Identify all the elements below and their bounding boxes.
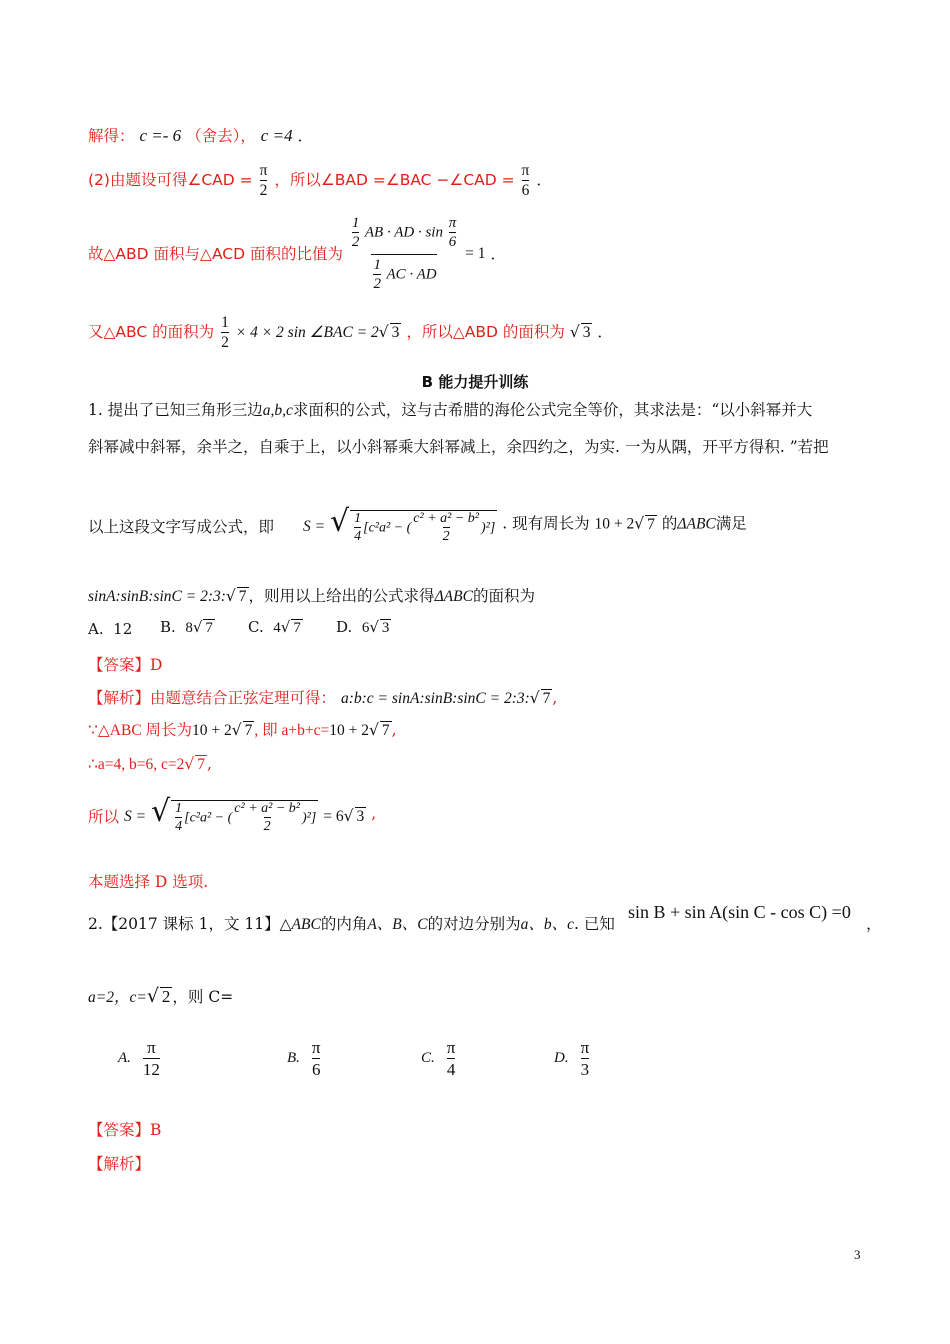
q1-text-4: ，则用以上给出的公式求得	[248, 587, 435, 605]
option-fraction	[143, 1038, 160, 1079]
q1-option-c	[248, 618, 303, 637]
section-title: B 能力提升训练	[421, 373, 529, 391]
comma: ，	[866, 915, 882, 933]
separator: ，	[240, 127, 256, 145]
option-label: D.	[554, 1050, 569, 1067]
q1-area-ask: 的面积为	[472, 587, 535, 605]
period: ．	[490, 245, 506, 263]
formula-term-close: )²	[301, 810, 311, 825]
pi-over-2-fraction	[260, 162, 268, 200]
period: ．	[536, 171, 552, 189]
frac-den: 2	[263, 818, 271, 834]
frac-num: π	[580, 1038, 590, 1057]
sqrt-3: 3	[582, 324, 591, 341]
q1-conclusion: 本题选择 D 选项.	[88, 873, 209, 891]
frac-den: 6	[521, 182, 530, 199]
frac-num: π	[147, 1038, 156, 1057]
radical-sign: √	[150, 794, 171, 829]
perimeter-value: 10 + 2	[594, 515, 635, 533]
q2-option-a	[118, 1038, 162, 1079]
page-number: 3	[854, 1247, 861, 1262]
option-label: C.	[248, 618, 264, 636]
radical-sign: √	[343, 807, 354, 825]
quarter-fraction	[354, 511, 361, 545]
radical-sign: √	[369, 721, 379, 739]
triangle-abc: ΔABC	[677, 515, 716, 533]
triangle-abc: ΔABC	[434, 588, 473, 605]
comma: ,	[371, 804, 377, 823]
q2-text: 的对边分别为	[427, 915, 521, 933]
formula-radicand: $\frac{1}{4}$ [c²a² − ( $\frac{\text{c² + a² − b²}}{2}$ )²]	[350, 510, 497, 545]
option-fraction	[447, 1038, 456, 1079]
comma: ,	[552, 689, 558, 707]
q1-line-4	[88, 586, 535, 607]
comma: ,	[391, 721, 397, 739]
frac-num: π	[446, 1038, 456, 1057]
option-value: 6	[361, 620, 370, 636]
frac-den: 4	[175, 818, 183, 834]
q1-option-d	[336, 618, 391, 637]
q1-line-2	[88, 437, 829, 457]
sqrt-7: 7	[205, 620, 213, 636]
angle-bad-text: ，所以∠BAD =∠BAC −∠CAD =	[274, 171, 515, 189]
area-prefix: 又△ABC 的面积为	[88, 323, 215, 341]
so-text: 所以	[88, 808, 120, 826]
radical-sign: √	[329, 504, 350, 539]
frac-den: 6	[448, 234, 457, 251]
option-fraction	[312, 1038, 321, 1079]
period: ．	[597, 323, 613, 341]
q2-given: a=2，c=	[88, 989, 147, 1006]
sqrt-7: 7	[293, 620, 301, 636]
q1-satisfy: 满足	[715, 514, 747, 533]
sqrt-7: 7	[542, 690, 551, 707]
half-fraction	[373, 257, 381, 294]
formula-term: c²a² − (	[189, 810, 233, 825]
q2-line-1-end	[866, 914, 882, 934]
frac-num: π	[311, 1038, 321, 1057]
angle-cad-text: (2)由题设可得∠CAD =	[88, 171, 253, 189]
ratio-result: = 1	[465, 245, 486, 262]
q2-analysis-label: 【解析】	[88, 1155, 151, 1173]
frac-num: 1	[373, 256, 381, 273]
q2-ask: ，则 C=	[172, 988, 234, 1006]
sqrt-3: 3	[391, 324, 400, 341]
sqrt-7: 7	[197, 756, 205, 773]
area-formula	[124, 782, 366, 847]
frac-num: 1	[221, 314, 229, 332]
q1-line-3	[88, 492, 747, 557]
frac-den: 2	[373, 275, 381, 292]
solution-prefix: 解得：	[88, 127, 135, 145]
option-value: 8	[185, 620, 193, 636]
q1-answer: 【答案】D	[88, 656, 163, 674]
option-label: D.	[336, 618, 353, 636]
radical-sign: √	[225, 587, 236, 605]
formula-s: S =	[302, 518, 326, 535]
area-result: = 6	[323, 808, 344, 825]
frac-den: 2	[442, 528, 450, 544]
option-label: B.	[160, 618, 176, 636]
frac-num: c² + a² − b²	[413, 510, 479, 526]
sqrt-7: 7	[647, 515, 655, 533]
frac-den: 6	[311, 1059, 321, 1079]
radical-sign: √	[146, 985, 159, 1007]
root-1: c =- 6	[139, 126, 182, 145]
q1-text: 求面积的公式，这与古希腊的海伦公式完全等价，其求法是：“以小斜幂并大	[292, 401, 813, 419]
solution-line-roots	[88, 126, 313, 146]
radical-sign: √	[192, 618, 203, 636]
q2-condition	[628, 902, 851, 922]
heron-formula	[303, 492, 497, 557]
frac-num: c² + a² − b²	[234, 800, 300, 816]
analysis-label: 【解析】	[88, 689, 151, 707]
formula-term: c²a² − (	[368, 520, 412, 535]
pi-over-6-fraction	[522, 162, 530, 200]
option-value: 4	[273, 620, 281, 636]
period: ．	[297, 127, 314, 145]
comma: ,	[207, 755, 212, 773]
ratio-denominator	[371, 254, 436, 294]
condition-expression: sin B + sin A(sin C - cos C) =0	[628, 902, 851, 922]
ratio-den-text: AC · AD	[386, 266, 437, 283]
q2-option-c	[421, 1038, 457, 1079]
q2-text: 的内角	[320, 915, 368, 933]
ratio-num-text: AB · AD · sin	[364, 224, 443, 241]
root-2: c =4	[260, 126, 293, 145]
pi-over-6-fraction	[449, 215, 457, 252]
frac-num: π	[259, 162, 268, 180]
sqrt-7: 7	[238, 588, 247, 605]
quarter-fraction	[175, 801, 182, 835]
half-fraction	[352, 215, 360, 252]
option-label: C.	[421, 1050, 435, 1067]
side-values: ∴a=4, b=6, c=2	[88, 756, 185, 773]
q1-option-b	[160, 618, 215, 637]
q1-line-1	[88, 400, 812, 421]
sqrt-7: 7	[244, 722, 253, 739]
frac-num: 1	[351, 215, 360, 231]
area-mid: ，所以△ABD 的面积为	[406, 323, 565, 341]
sqrt-2: 2	[161, 987, 171, 1006]
q1-text-2: 斜幂减中斜幂，余半之，自乘于上，以小斜幂乘大斜幂减上，余四约之，为实. 一为从隅，开平方得积. ”若把	[88, 438, 829, 456]
area-ratio-fraction	[350, 215, 458, 293]
radical-sign: √	[369, 618, 379, 636]
q1-analysis-4	[88, 782, 376, 847]
sum-text: , 即 a+b+c=	[254, 722, 330, 739]
q1-abc: a,b,c	[262, 402, 293, 419]
radical-sign: √	[529, 689, 540, 707]
option-value: 12	[113, 620, 133, 638]
q1-analysis-2	[88, 720, 397, 741]
ratio-prefix: 故△ABD 面积与△ACD 面积的比值为	[88, 245, 343, 263]
inner-fraction	[413, 511, 479, 545]
option-label: A.	[88, 620, 104, 638]
radical-sign: √	[378, 323, 389, 341]
solution-line-area	[88, 312, 613, 353]
q1-analysis-1	[88, 688, 557, 709]
solution-line-ratio	[88, 208, 506, 299]
frac-den: 2	[351, 234, 360, 251]
option-fraction	[581, 1038, 590, 1079]
sqrt-7: 7	[381, 722, 390, 739]
sqrt-3: 3	[381, 620, 390, 636]
q2-sides: a、b、c	[520, 916, 575, 933]
q2-answer: 【答案】B	[88, 1121, 162, 1139]
perimeter-value: 10 + 2	[329, 722, 370, 739]
solution-line-angles	[88, 160, 552, 200]
radical-sign: √	[280, 618, 291, 636]
frac-den: 3	[580, 1059, 590, 1079]
q2-intro: 2.【2017 课标 1，文 11】△	[88, 915, 292, 933]
formula-term-close: )²	[480, 520, 490, 535]
frac-den: 2	[221, 334, 229, 351]
frac-den: 4	[354, 528, 362, 544]
frac-num: 1	[175, 800, 183, 816]
radical-sign: √	[184, 755, 195, 773]
q1-de: 的	[661, 514, 678, 533]
half-fraction	[221, 314, 229, 352]
ratio-numerator	[350, 215, 458, 254]
formula-radicand: $\frac{1}{4}$ [c²a² − ( $\frac{\text{c² + a² − b²}}{2}$ )²]	[171, 800, 318, 835]
q1-text-3: 以上这段文字写成公式，即	[88, 518, 275, 536]
inner-fraction	[234, 801, 300, 835]
q2-option-b	[287, 1038, 323, 1079]
frac-den: 4	[446, 1059, 456, 1079]
radical-sign: √	[634, 514, 645, 533]
frac-num: 1	[354, 510, 362, 526]
frac-num: π	[448, 215, 457, 231]
frac-den: 12	[142, 1059, 160, 1079]
area-expression: × 4 × 2 sin ∠BAC = 2	[235, 324, 379, 341]
q1-option-a	[88, 620, 132, 638]
q1-text-perimeter: . 现有周长为	[502, 514, 590, 533]
q2-option-d	[554, 1038, 591, 1079]
q2-abc: ABC	[291, 916, 321, 933]
formula-s: S =	[123, 808, 147, 825]
frac-num: π	[521, 162, 530, 180]
q1-intro: 1. 提出了已知三角形三边	[88, 401, 263, 419]
option-label: B.	[287, 1050, 300, 1067]
q2-text: . 已知	[574, 915, 615, 933]
q2-vars: A、B、C	[367, 916, 428, 933]
radical-sign: √	[231, 721, 242, 739]
sqrt-3: 3	[356, 808, 365, 825]
q1-analysis-3	[88, 754, 212, 775]
side-ratio: a:b:c = sinA:sinB:sinC = 2:3:	[340, 690, 530, 707]
discard-note: （舍去）	[186, 127, 241, 145]
q2-line-2	[88, 986, 233, 1008]
option-label: A.	[118, 1050, 131, 1067]
analysis-text: 由题意结合正弦定理可得：	[150, 689, 337, 707]
radical-sign: √	[569, 323, 580, 341]
sine-ratio: sinA:sinB:sinC = 2:3:	[88, 588, 226, 605]
perimeter-value: 10 + 2	[192, 722, 232, 739]
frac-den: 2	[259, 182, 268, 199]
perimeter-text: ∵△ABC 周长为	[88, 722, 193, 739]
